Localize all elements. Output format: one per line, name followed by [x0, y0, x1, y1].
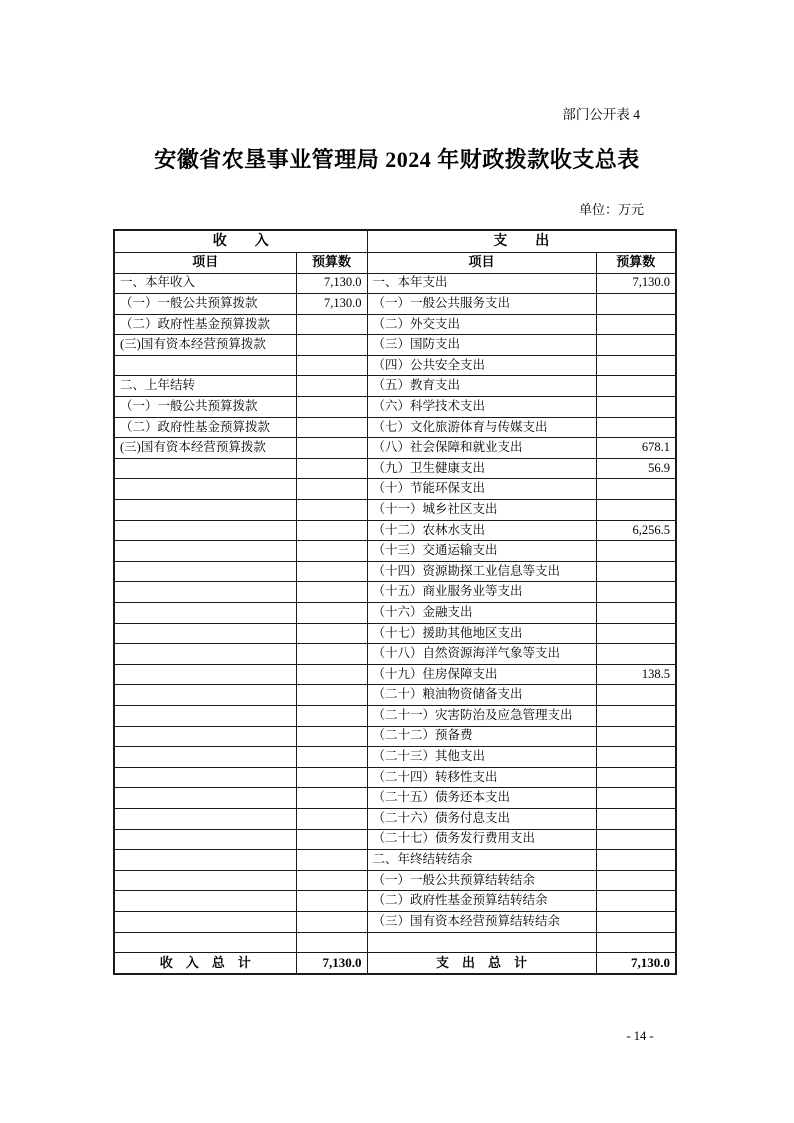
income-item-cell	[114, 520, 296, 541]
expense-item-cell: （九）卫生健康支出	[367, 458, 596, 479]
expense-value-cell	[596, 747, 676, 768]
expense-section-header: 支 出	[367, 230, 676, 252]
table-row	[114, 355, 676, 376]
expense-item-cell: （二十二）预备费	[367, 726, 596, 747]
expense-value-cell	[596, 850, 676, 871]
income-value-cell	[296, 932, 367, 953]
expense-item-cell	[367, 932, 596, 953]
table-row	[114, 376, 676, 397]
expense-value-cell	[596, 705, 676, 726]
expense-item-cell: （五）教育支出	[367, 376, 596, 397]
income-item-cell	[114, 582, 296, 603]
expense-value-cell	[596, 376, 676, 397]
expense-value-cell	[596, 685, 676, 706]
expense-item-cell: （十）节能环保支出	[367, 479, 596, 500]
expense-item-cell: （三）国防支出	[367, 335, 596, 356]
income-value-cell	[296, 726, 367, 747]
expense-item-header: 项目	[367, 252, 596, 273]
income-value-cell	[296, 438, 367, 459]
table-row	[114, 500, 676, 521]
table-row	[114, 623, 676, 644]
table-row	[114, 891, 676, 912]
expense-item-cell: （十六）金融支出	[367, 603, 596, 624]
income-item-cell: (三)国有资本经营预算拨款	[114, 335, 296, 356]
page-title: 安徽省农垦事业管理局 2024 年财政拨款收支总表	[154, 147, 640, 172]
expense-total-value: 7,130.0	[596, 953, 676, 974]
unit-label: 单位：万元	[578, 202, 644, 217]
income-item-cell	[114, 500, 296, 521]
income-item-cell	[114, 705, 296, 726]
expense-value-cell: 678.1	[596, 438, 676, 459]
income-value-cell	[296, 911, 367, 932]
table-row	[114, 397, 676, 418]
expense-value-cell: 138.5	[596, 664, 676, 685]
expense-item-cell: （二）政府性基金预算结转结余	[367, 891, 596, 912]
income-item-cell	[114, 850, 296, 871]
expense-value-cell	[596, 294, 676, 315]
income-item-cell	[114, 726, 296, 747]
income-value-cell	[296, 767, 367, 788]
expense-value-cell	[596, 829, 676, 850]
income-item-cell	[114, 891, 296, 912]
expense-value-cell	[596, 644, 676, 665]
table-row	[114, 520, 676, 541]
income-value-cell	[296, 479, 367, 500]
table-row	[114, 314, 676, 335]
section-header-row	[114, 230, 676, 252]
expense-item-cell: （一）一般公共服务支出	[367, 294, 596, 315]
expense-value-cell: 6,256.5	[596, 520, 676, 541]
table-row	[114, 747, 676, 768]
income-value-cell	[296, 520, 367, 541]
table-row	[114, 438, 676, 459]
expense-item-cell: （二十三）其他支出	[367, 747, 596, 768]
income-value-cell: 7,130.0	[296, 273, 367, 294]
expense-value-cell	[596, 479, 676, 500]
income-value-cell	[296, 891, 367, 912]
table-body	[114, 273, 676, 953]
expense-item-cell: （七）文化旅游体育与传媒支出	[367, 417, 596, 438]
expense-value-cell	[596, 541, 676, 562]
expense-item-cell: （二十四）转移性支出	[367, 767, 596, 788]
table-row	[114, 788, 676, 809]
income-value-cell	[296, 664, 367, 685]
expense-value-cell	[596, 355, 676, 376]
income-item-cell	[114, 458, 296, 479]
expense-value-cell: 7,130.0	[596, 273, 676, 294]
income-item-cell	[114, 561, 296, 582]
table-row	[114, 335, 676, 356]
income-value-cell	[296, 397, 367, 418]
expense-item-cell: （十三）交通运输支出	[367, 541, 596, 562]
table-row	[114, 603, 676, 624]
income-item-cell	[114, 829, 296, 850]
income-value-cell	[296, 314, 367, 335]
income-item-cell: 一、本年收入	[114, 273, 296, 294]
budget-table	[113, 229, 677, 975]
table-row	[114, 417, 676, 438]
income-value-cell	[296, 417, 367, 438]
income-item-cell: （一）一般公共预算拨款	[114, 294, 296, 315]
expense-item-cell: （三）国有资本经营预算结转结余	[367, 911, 596, 932]
expense-item-cell: （二十一）灾害防治及应急管理支出	[367, 705, 596, 726]
income-item-cell	[114, 644, 296, 665]
table-row	[114, 767, 676, 788]
expense-item-cell: 二、年终结转结余	[367, 850, 596, 871]
income-value-cell	[296, 808, 367, 829]
table-row	[114, 644, 676, 665]
income-value-cell	[296, 541, 367, 562]
page-number: - 14 -	[626, 1029, 654, 1043]
income-item-cell: (三)国有资本经营预算拨款	[114, 438, 296, 459]
income-item-cell: （二）政府性基金预算拨款	[114, 417, 296, 438]
expense-value-cell	[596, 788, 676, 809]
income-value-cell: 7,130.0	[296, 294, 367, 315]
expense-item-cell: （四）公共安全支出	[367, 355, 596, 376]
expense-item-cell: （十七）援助其他地区支出	[367, 623, 596, 644]
expense-item-cell: （十九）住房保障支出	[367, 664, 596, 685]
table-row	[114, 294, 676, 315]
expense-item-cell: （二十七）债务发行费用支出	[367, 829, 596, 850]
income-item-cell	[114, 685, 296, 706]
expense-value-cell	[596, 603, 676, 624]
expense-value-cell	[596, 335, 676, 356]
income-value-cell	[296, 829, 367, 850]
table-row	[114, 705, 676, 726]
expense-value-cell	[596, 891, 676, 912]
income-value-cell	[296, 623, 367, 644]
income-total-value: 7,130.0	[296, 953, 367, 974]
income-value-cell	[296, 376, 367, 397]
table-row	[114, 726, 676, 747]
column-header-row	[114, 252, 676, 273]
income-value-cell	[296, 603, 367, 624]
table-row	[114, 911, 676, 932]
expense-value-cell	[596, 561, 676, 582]
income-value-cell	[296, 335, 367, 356]
table-row	[114, 664, 676, 685]
income-item-cell	[114, 767, 296, 788]
table-row	[114, 273, 676, 294]
income-value-cell	[296, 458, 367, 479]
expense-item-cell: （十五）商业服务业等支出	[367, 582, 596, 603]
income-item-cell	[114, 664, 296, 685]
income-item-header: 项目	[114, 252, 296, 273]
table-row	[114, 829, 676, 850]
table-row	[114, 870, 676, 891]
expense-total-label: 支 出 总 计	[367, 953, 596, 974]
income-section-header: 收 入	[114, 230, 367, 252]
expense-item-cell: （十二）农林水支出	[367, 520, 596, 541]
income-item-cell	[114, 355, 296, 376]
expense-item-cell: 一、本年支出	[367, 273, 596, 294]
income-item-cell	[114, 870, 296, 891]
expense-value-cell	[596, 808, 676, 829]
expense-value-cell	[596, 314, 676, 335]
expense-item-cell: （八）社会保障和就业支出	[367, 438, 596, 459]
income-value-cell	[296, 850, 367, 871]
expense-item-cell: （十一）城乡社区支出	[367, 500, 596, 521]
income-value-cell	[296, 500, 367, 521]
expense-item-cell: （十四）资源勘探工业信息等支出	[367, 561, 596, 582]
expense-value-cell	[596, 726, 676, 747]
table-row	[114, 458, 676, 479]
table-row	[114, 850, 676, 871]
expense-item-cell: （二十五）债务还本支出	[367, 788, 596, 809]
expense-value-cell	[596, 870, 676, 891]
income-item-cell	[114, 541, 296, 562]
table-row	[114, 932, 676, 953]
expense-value-cell	[596, 623, 676, 644]
income-value-cell	[296, 644, 367, 665]
income-item-cell	[114, 603, 296, 624]
expense-item-cell: （二十）粮油物资储备支出	[367, 685, 596, 706]
expense-value-cell	[596, 397, 676, 418]
income-total-label: 收 入 总 计	[114, 953, 296, 974]
expense-item-cell: （二）外交支出	[367, 314, 596, 335]
income-value-cell	[296, 582, 367, 603]
income-value-cell	[296, 747, 367, 768]
expense-item-cell: （一）一般公共预算结转结余	[367, 870, 596, 891]
income-value-cell	[296, 561, 367, 582]
income-item-cell: （二）政府性基金预算拨款	[114, 314, 296, 335]
income-item-cell: （一）一般公共预算拨款	[114, 397, 296, 418]
expense-value-cell: 56.9	[596, 458, 676, 479]
income-value-cell	[296, 788, 367, 809]
income-value-cell	[296, 685, 367, 706]
income-item-cell	[114, 479, 296, 500]
expense-item-cell: （二十六）债务付息支出	[367, 808, 596, 829]
expense-value-cell	[596, 500, 676, 521]
table-row	[114, 541, 676, 562]
expense-item-cell: （六）科学技术支出	[367, 397, 596, 418]
expense-value-cell	[596, 417, 676, 438]
expense-value-cell	[596, 932, 676, 953]
table-row	[114, 685, 676, 706]
table-row	[114, 582, 676, 603]
income-value-cell	[296, 705, 367, 726]
table-row	[114, 479, 676, 500]
income-value-cell	[296, 355, 367, 376]
expense-value-cell	[596, 582, 676, 603]
totals-row	[114, 953, 676, 974]
income-item-cell	[114, 932, 296, 953]
income-budget-header: 预算数	[296, 252, 367, 273]
expense-value-cell	[596, 911, 676, 932]
income-item-cell	[114, 623, 296, 644]
table-row	[114, 808, 676, 829]
income-item-cell: 二、上年结转	[114, 376, 296, 397]
expense-value-cell	[596, 767, 676, 788]
table-row	[114, 561, 676, 582]
income-item-cell	[114, 808, 296, 829]
income-value-cell	[296, 870, 367, 891]
income-item-cell	[114, 911, 296, 932]
income-item-cell	[114, 788, 296, 809]
doc-note: 部门公开表 4	[562, 107, 640, 122]
expense-budget-header: 预算数	[596, 252, 676, 273]
expense-item-cell: （十八）自然资源海洋气象等支出	[367, 644, 596, 665]
income-item-cell	[114, 747, 296, 768]
